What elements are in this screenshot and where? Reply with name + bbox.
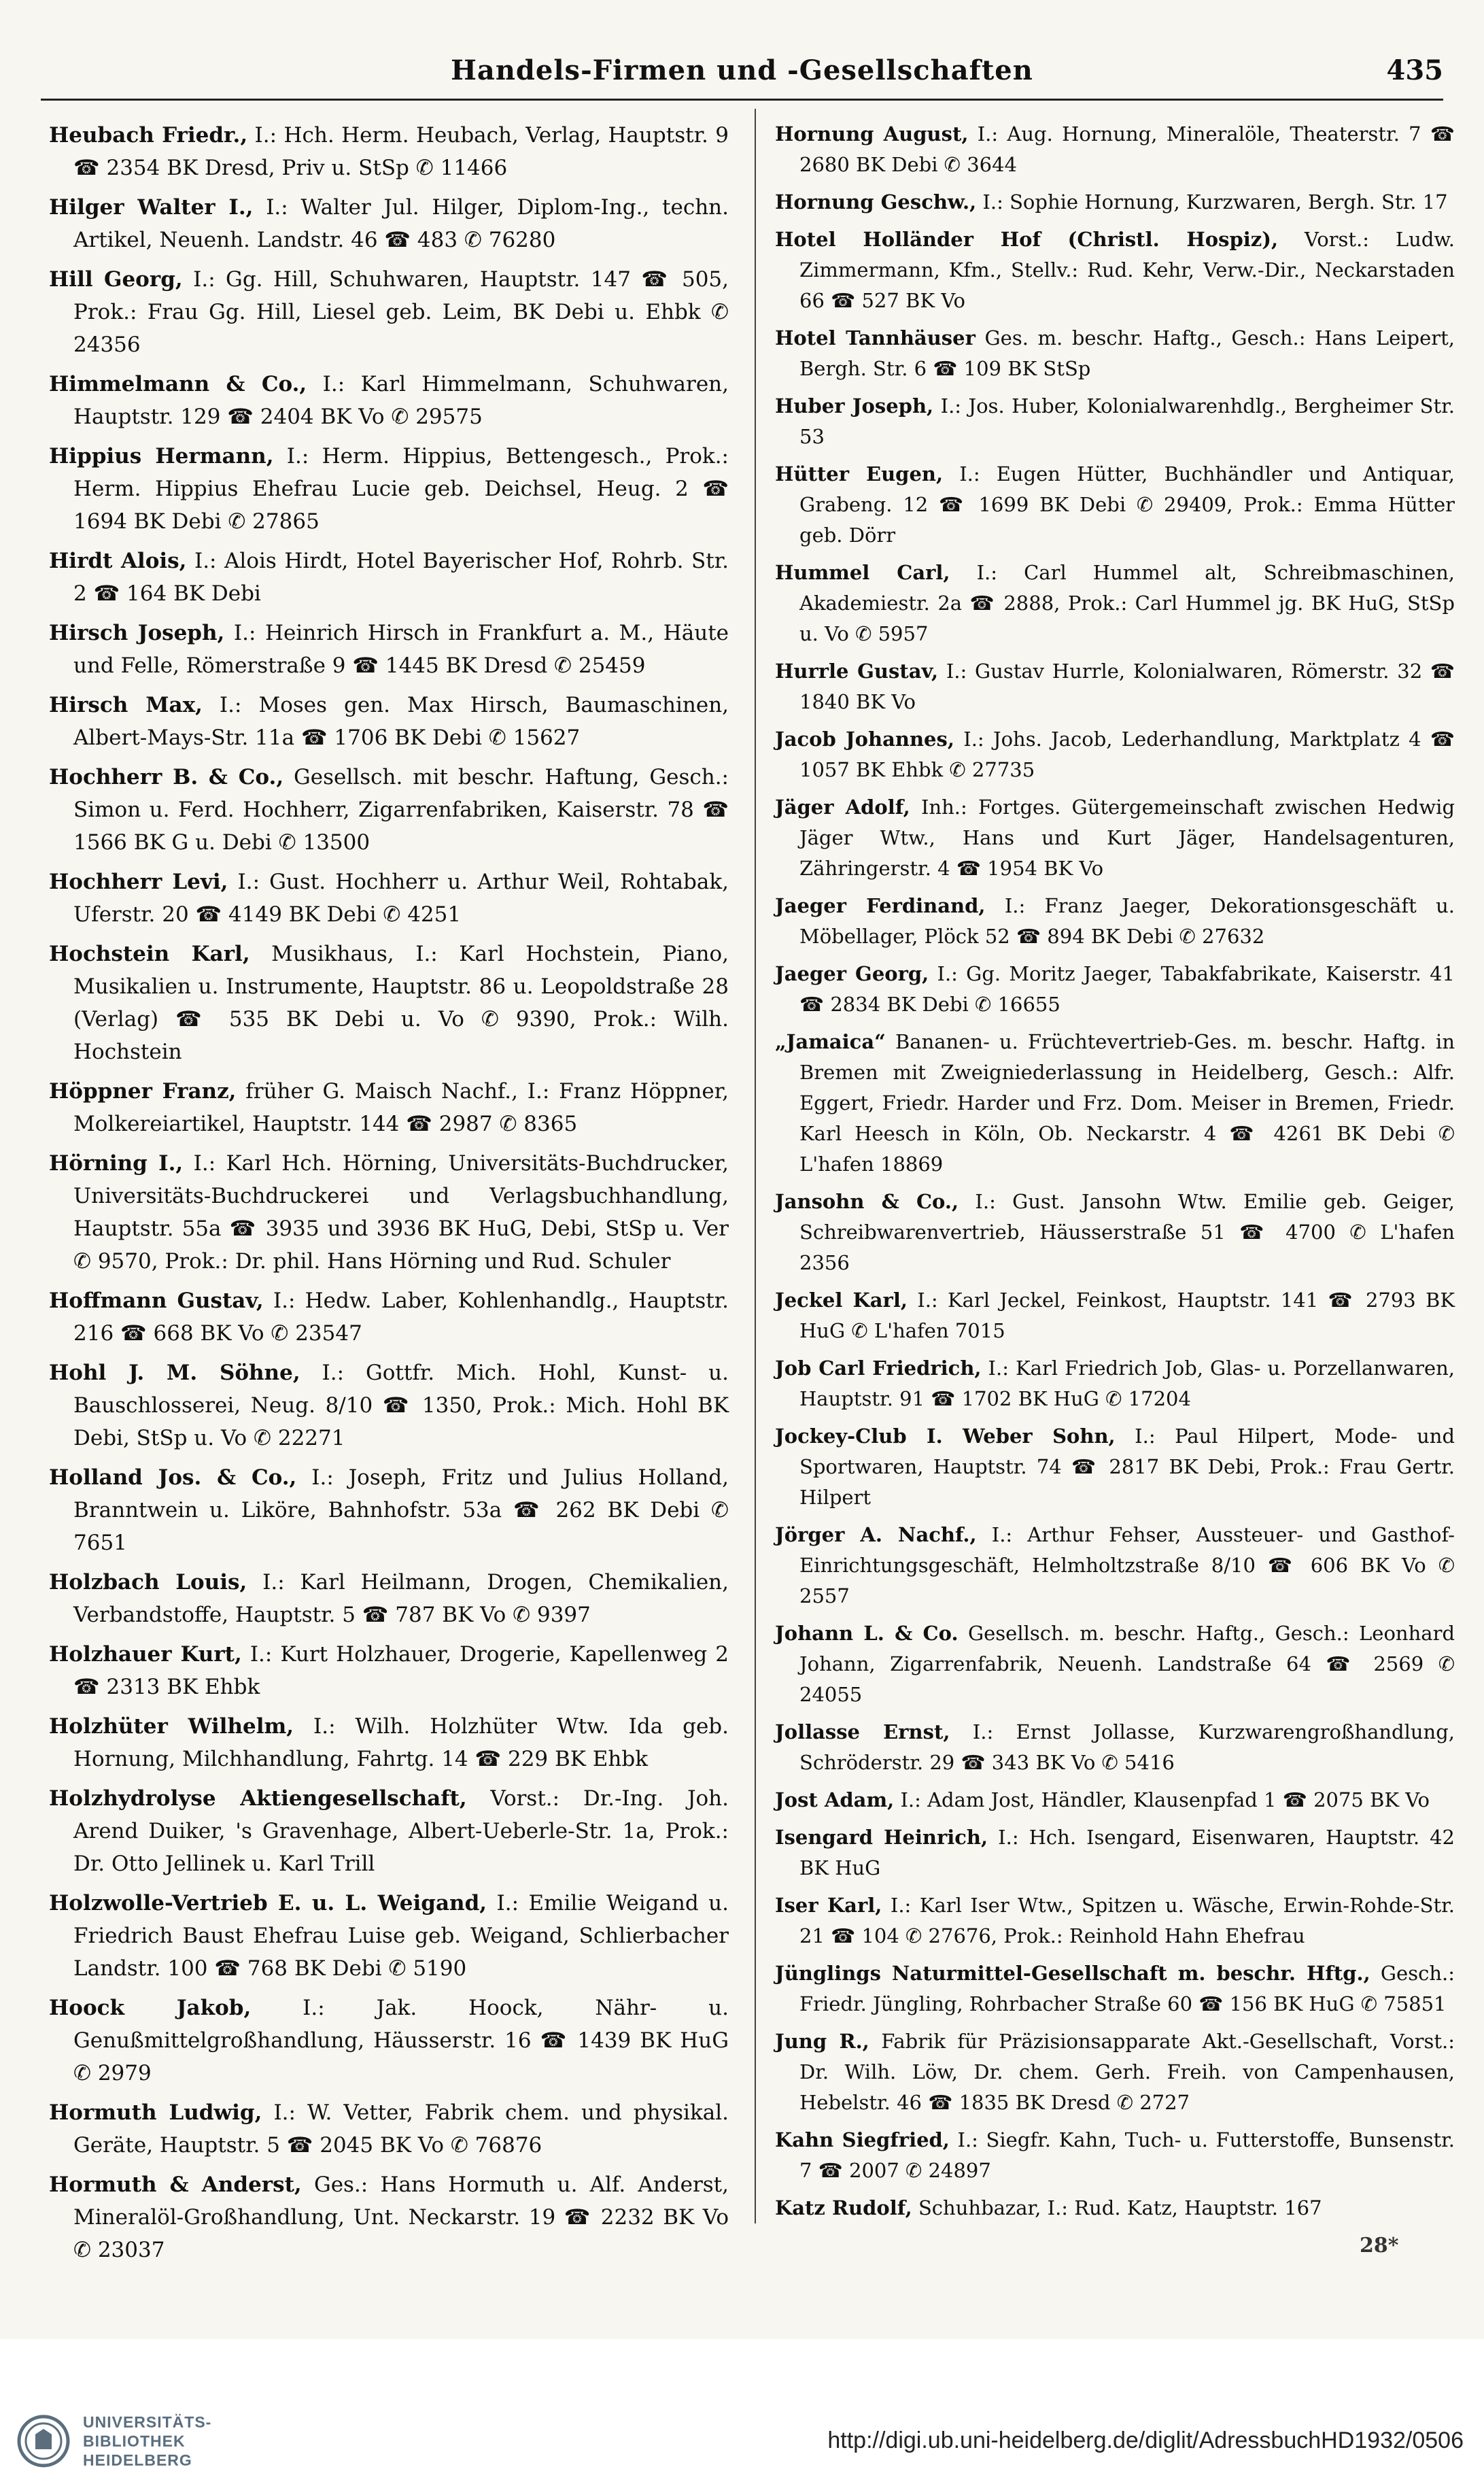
directory-entry bbox=[775, 119, 1455, 180]
entry-firm-name: Hochstein Karl, bbox=[49, 942, 250, 966]
entry-details: Gesch.: Friedr. Jüngling, Rohrbacher Straße 60 ☎ 156 BK HuG ✆ 75851 bbox=[799, 1962, 1455, 2015]
source-url-link[interactable]: http://digi.ub.uni-heidelberg.de/diglit/AdressbuchHD1932/0506 bbox=[827, 2427, 1464, 2453]
directory-entry bbox=[49, 617, 729, 682]
directory-entry bbox=[49, 2168, 729, 2266]
directory-entry bbox=[775, 656, 1455, 717]
entry-firm-name: Jost Adam, bbox=[775, 1788, 895, 1811]
entry-details: I.: Jos. Huber, Kolonialwarenhdlg., Bergheimer Str. 53 bbox=[799, 394, 1455, 448]
entry-details: Vorst.: Dr.-Ing. Joh. Arend Duiker, 's Gravenhage, Albert-Ueberle-Str. 1a, Prok.: Dr. Otto Jellinek u. Karl Trill bbox=[73, 1786, 729, 1876]
entry-firm-name: Hütter Eugen, bbox=[775, 462, 944, 485]
entry-details: I.: Emilie Weigand u. Friedrich Baust Ehefrau Luise geb. Weigand, Schlierbacher Landstr. 100 ☎ 768 BK Debi ✆ 5190 bbox=[73, 1891, 729, 1981]
entry-firm-name: Johann L. & Co. bbox=[775, 1622, 959, 1645]
directory-entry bbox=[49, 1638, 729, 1703]
logo-line: BIBLIOTHEK bbox=[83, 2432, 186, 2450]
page-number: 435 bbox=[1386, 54, 1443, 86]
entry-details: Gesellsch. m. beschr. Haftg., Gesch.: Leonhard Johann, Zigarrenfabrik, Neuenh. Landstraße 64 ☎ 2569 ✆ 24055 bbox=[799, 1622, 1455, 1706]
entry-details: I.: Gust. Jansohn Wtw. Emilie geb. Geiger, Schreibwarenvertrieb, Häusserstraße 51 ☎ 4700 ✆ L'hafen 2356 bbox=[799, 1190, 1455, 1274]
entry-firm-name: Holzwolle-Vertrieb E. u. L. Weigand, bbox=[49, 1891, 487, 1915]
directory-entry bbox=[49, 1782, 729, 1880]
entry-firm-name: Hirsch Max, bbox=[49, 693, 203, 717]
directory-entry bbox=[775, 1421, 1455, 1513]
entry-details: I.: Johs. Jacob, Lederhandlung, Marktplatz 4 ☎ 1057 BK Ehbk ✆ 27735 bbox=[799, 728, 1455, 781]
entry-details: I.: Joseph, Fritz und Julius Holland, Branntwein u. Liköre, Bahnhofstr. 53a ☎ 262 BK Debi ✆ 7651 bbox=[73, 1465, 729, 1555]
directory-entry bbox=[775, 1353, 1455, 1414]
logo-text bbox=[83, 2413, 211, 2470]
page-header bbox=[41, 54, 1443, 95]
entry-details: I.: Moses gen. Max Hirsch, Baumaschinen, Albert-Mays-Str. 11a ☎ 1706 BK Debi ✆ 15627 bbox=[73, 693, 729, 750]
entry-firm-name: Jansohn & Co., bbox=[775, 1190, 959, 1213]
entry-details: I.: Herm. Hippius, Bettengesch., Prok.: Herm. Hippius Ehefrau Lucie geb. Deichsel, Heug. 2 ☎ 1694 BK Debi ✆ 27865 bbox=[73, 444, 729, 534]
entry-details: Schuhbazar, I.: Rud. Katz, Hauptstr. 167 bbox=[918, 2196, 1322, 2219]
directory-entry bbox=[775, 1890, 1455, 1952]
entry-firm-name: Hummel Carl, bbox=[775, 561, 950, 584]
directory-entry bbox=[49, 1357, 729, 1454]
directory-entry bbox=[775, 792, 1455, 884]
directory-entry bbox=[775, 1187, 1455, 1278]
entry-details: Gesellsch. mit beschr. Haftung, Gesch.: Simon u. Ferd. Hochherr, Zigarrenfabriken, Kaiserstr. 78 ☎ 1566 BK G u. Debi ✆ 13500 bbox=[73, 765, 729, 855]
entry-firm-name: Jeckel Karl, bbox=[775, 1289, 908, 1312]
directory-entry bbox=[775, 1717, 1455, 1778]
directory-entry bbox=[49, 263, 729, 361]
entry-firm-name: Holzhydrolyse Aktiengesellschaft, bbox=[49, 1786, 467, 1811]
entry-firm-name: „Jamaica“ bbox=[775, 1030, 886, 1053]
entry-firm-name: Hotel Tannhäuser bbox=[775, 326, 976, 350]
directory-entry bbox=[49, 2096, 729, 2162]
directory-entry bbox=[775, 959, 1455, 1020]
entry-firm-name: Job Carl Friedrich, bbox=[775, 1357, 982, 1380]
entry-firm-name: Holzhüter Wilhelm, bbox=[49, 1714, 294, 1739]
entry-details: I.: Karl Friedrich Job, Glas- u. Porzellanwaren, Hauptstr. 91 ☎ 1702 BK HuG ✆ 17204 bbox=[799, 1357, 1455, 1410]
entry-firm-name: Jacob Johannes, bbox=[775, 728, 954, 751]
entry-firm-name: Hormuth & Anderst, bbox=[49, 2172, 302, 2197]
entry-details: Musikhaus, I.: Karl Hochstein, Piano, Musikalien u. Instrumente, Hauptstr. 86 u. Leopoldstraße 28 (Verlag) ☎ 535 BK Debi u. Vo ✆ 9390, Prok.: Wilh. Hochstein bbox=[73, 942, 729, 1064]
entry-details: I.: Hedw. Laber, Kohlenhandlg., Hauptstr. 216 ☎ 668 BK Vo ✆ 23547 bbox=[73, 1289, 729, 1346]
directory-entry bbox=[49, 1284, 729, 1350]
directory-entry bbox=[775, 323, 1455, 384]
entry-details: Ges.: Hans Hormuth u. Alf. Anderst, Mineralöl-Großhandlung, Unt. Neckarstr. 19 ☎ 2232 BK Vo ✆ 23037 bbox=[73, 2172, 729, 2262]
entry-firm-name: Isengard Heinrich, bbox=[775, 1826, 988, 1849]
entry-firm-name: Holzbach Louis, bbox=[49, 1570, 247, 1595]
entry-details: I.: Gg. Hill, Schuhwaren, Hauptstr. 147 ☎ 505, Prok.: Frau Gg. Hill, Liesel geb. Leim, BK Debi u. Ehbk ✆ 24356 bbox=[73, 267, 729, 357]
running-title: Handels-Firmen und -Gesellschaften bbox=[451, 54, 1033, 86]
right-column bbox=[775, 119, 1455, 2261]
entry-details: I.: Karl Iser Wtw., Spitzen u. Wäsche, Erwin-Rohde-Str. 21 ☎ 104 ✆ 27676, Prok.: Reinhold Hahn Ehefrau bbox=[799, 1894, 1455, 1947]
directory-entry bbox=[49, 1147, 729, 1278]
entry-firm-name: Hilger Walter I., bbox=[49, 195, 254, 220]
entry-firm-name: Hoock Jakob, bbox=[49, 1996, 252, 2020]
entry-firm-name: Jaeger Ferdinand, bbox=[775, 894, 986, 917]
logo-line: HEIDELBERG bbox=[83, 2451, 192, 2469]
entry-details: I.: Arthur Fehser, Aussteuer- und Gasthof-Einrichtungsgeschäft, Helmholtzstraße 8/10 ☎ 606 BK Vo ✆ 2557 bbox=[799, 1523, 1455, 1607]
directory-entry bbox=[49, 938, 729, 1068]
entry-firm-name: Hochherr Levi, bbox=[49, 870, 228, 894]
entry-details: I.: Hch. Isengard, Eisenwaren, Hauptstr. 42 BK HuG bbox=[799, 1826, 1455, 1879]
entry-firm-name: Jünglings Naturmittel-Gesellschaft m. beschr. Hftg., bbox=[775, 1962, 1370, 1985]
entry-firm-name: Hörning I., bbox=[49, 1151, 184, 1176]
entry-details: I.: Eugen Hütter, Buchhändler und Antiquar, Grabeng. 12 ☎ 1699 BK Debi ✆ 29409, Prok.: Emma Hütter geb. Dörr bbox=[799, 462, 1455, 547]
entry-firm-name: Huber Joseph, bbox=[775, 394, 934, 417]
directory-entry bbox=[49, 1075, 729, 1140]
entry-details: I.: Franz Jaeger, Dekorationsgeschäft u. Möbellager, Plöck 52 ☎ 894 BK Debi ✆ 27632 bbox=[799, 894, 1455, 948]
entry-details: I.: Sophie Hornung, Kurzwaren, Bergh. Str. 17 bbox=[982, 190, 1448, 214]
seal-icon bbox=[16, 2414, 71, 2468]
entry-details: I.: Hch. Herm. Heubach, Verlag, Hauptstr. 9 ☎ 2354 BK Dresd, Priv u. StSp ✆ 11466 bbox=[73, 123, 729, 180]
entry-details: Vorst.: Ludw. Zimmermann, Kfm., Stellv.: Rud. Kehr, Verw.-Dir., Neckarstaden 66 ☎ 527 BK Vo bbox=[799, 228, 1455, 312]
footer bbox=[0, 2339, 1484, 2488]
directory-entry bbox=[775, 558, 1455, 649]
entry-firm-name: Hornung Geschw., bbox=[775, 190, 977, 214]
entry-firm-name: Hill Georg, bbox=[49, 267, 183, 292]
entry-firm-name: Hormuth Ludwig, bbox=[49, 2100, 262, 2125]
entry-details: I.: Carl Hummel alt, Schreibmaschinen, Akademiestr. 2a ☎ 2888, Prok.: Carl Hummel jg. BK HuG, StSp u. Vo ✆ 5957 bbox=[799, 561, 1455, 645]
entry-details: I.: Aug. Hornung, Mineralöle, Theaterstr. 7 ☎ 2680 BK Debi ✆ 3644 bbox=[799, 122, 1455, 176]
entry-firm-name: Hohl J. M. Söhne, bbox=[49, 1361, 300, 1385]
entry-details: I.: Gustav Hurrle, Kolonialwaren, Römerstr. 32 ☎ 1840 BK Vo bbox=[799, 660, 1455, 713]
entry-details: I.: Siegfr. Kahn, Tuch- u. Futterstoffe, Bunsenstr. 7 ☎ 2007 ✆ 24897 bbox=[799, 2128, 1455, 2182]
entry-details: I.: Gg. Moritz Jaeger, Tabakfabrikate, Kaiserstr. 41 ☎ 2834 BK Debi ✆ 16655 bbox=[799, 962, 1455, 1016]
entry-firm-name: Heubach Friedr., bbox=[49, 123, 248, 148]
directory-entry bbox=[49, 1566, 729, 1631]
entry-details: I.: Wilh. Holzhüter Wtw. Ida geb. Hornung, Milchhandlung, Fahrtg. 14 ☎ 229 BK Ehbk bbox=[73, 1714, 729, 1771]
logo-line: UNIVERSITÄTS- bbox=[83, 2413, 212, 2431]
entry-firm-name: Holzhauer Kurt, bbox=[49, 1642, 242, 1667]
directory-entry bbox=[49, 1992, 729, 2090]
directory-entry bbox=[49, 689, 729, 754]
entry-details: Inh.: Fortges. Gütergemeinschaft zwischen Hedwig Jäger Wtw., Hans und Kurt Jäger, Handelsagenturen, Zähringerstr. 4 ☎ 1954 BK Vo bbox=[799, 796, 1455, 880]
entry-details: I.: Karl Jeckel, Feinkost, Hauptstr. 141 ☎ 2793 BK HuG ✆ L'hafen 7015 bbox=[799, 1289, 1455, 1342]
entry-firm-name: Hotel Holländer Hof (Christl. Hospiz), bbox=[775, 228, 1279, 251]
header-rule bbox=[41, 99, 1443, 101]
directory-entry bbox=[49, 761, 729, 859]
entry-details: I.: Karl Himmelmann, Schuhwaren, Hauptstr. 129 ☎ 2404 BK Vo ✆ 29575 bbox=[73, 372, 729, 429]
entry-firm-name: Jaeger Georg, bbox=[775, 962, 929, 985]
entry-details: Ges. m. beschr. Haftg., Gesch.: Hans Leipert, Bergh. Str. 6 ☎ 109 BK StSp bbox=[799, 326, 1455, 380]
directory-entry bbox=[775, 891, 1455, 952]
directory-entry bbox=[775, 391, 1455, 452]
entry-firm-name: Kahn Siegfried, bbox=[775, 2128, 950, 2151]
entry-details: I.: Gust. Hochherr u. Arthur Weil, Rohtabak, Uferstr. 20 ☎ 4149 BK Debi ✆ 4251 bbox=[73, 870, 729, 927]
entry-firm-name: Jäger Adolf, bbox=[775, 796, 910, 819]
entry-details: I.: Karl Heilmann, Drogen, Chemikalien, Verbandstoffe, Hauptstr. 5 ☎ 787 BK Vo ✆ 9397 bbox=[73, 1570, 729, 1627]
directory-entry bbox=[775, 187, 1455, 218]
directory-entry bbox=[775, 1958, 1455, 2020]
signature-mark: 28* bbox=[1360, 2234, 1399, 2257]
entry-firm-name: Iser Karl, bbox=[775, 1894, 882, 1917]
entry-firm-name: Hurrle Gustav, bbox=[775, 660, 939, 683]
entry-firm-name: Jollasse Ernst, bbox=[775, 1720, 950, 1743]
entry-firm-name: Jörger A. Nachf., bbox=[775, 1523, 977, 1546]
directory-entry bbox=[775, 1618, 1455, 1710]
entry-firm-name: Hirsch Joseph, bbox=[49, 621, 225, 645]
entry-details: I.: Walter Jul. Hilger, Diplom-Ing., techn. Artikel, Neuenh. Landstr. 46 ☎ 483 ✆ 76280 bbox=[73, 195, 729, 252]
directory-entry bbox=[775, 1027, 1455, 1180]
directory-entry bbox=[49, 368, 729, 433]
entry-firm-name: Holland Jos. & Co., bbox=[49, 1465, 297, 1490]
entry-details: I.: Heinrich Hirsch in Frankfurt a. M., Häute und Felle, Römerstraße 9 ☎ 1445 BK Dresd ✆ 25459 bbox=[73, 621, 729, 678]
directory-entry bbox=[775, 2193, 1455, 2223]
directory-entry bbox=[775, 2026, 1455, 2118]
entry-firm-name: Katz Rudolf, bbox=[775, 2196, 912, 2219]
entry-firm-name: Jung R., bbox=[775, 2030, 869, 2053]
library-logo[interactable] bbox=[16, 2413, 211, 2470]
entry-firm-name: Hoffmann Gustav, bbox=[49, 1289, 264, 1313]
directory-entry bbox=[775, 1285, 1455, 1346]
directory-entry bbox=[49, 1710, 729, 1775]
directory-entry bbox=[49, 545, 729, 610]
directory-entry bbox=[49, 1887, 729, 1985]
entry-firm-name: Hochherr B. & Co., bbox=[49, 765, 284, 789]
directory-entry bbox=[49, 191, 729, 256]
directory-entry bbox=[49, 866, 729, 931]
entry-firm-name: Jockey-Club I. Weber Sohn, bbox=[775, 1425, 1116, 1448]
entry-details: Fabrik für Präzisionsapparate Akt.-Gesellschaft, Vorst.: Dr. Wilh. Löw, Dr. chem. Gerh. Freih. von Campenhausen, Hebelstr. 46 ☎ 1835 BK Dresd ✆ 2727 bbox=[799, 2030, 1455, 2114]
directory-entry bbox=[775, 224, 1455, 316]
entry-details: I.: Paul Hilpert, Mode- und Sportwaren, Hauptstr. 74 ☎ 2817 BK Debi, Prok.: Frau Gertr. Hilpert bbox=[799, 1425, 1455, 1509]
directory-entry bbox=[49, 440, 729, 538]
entry-firm-name: Hirdt Alois, bbox=[49, 549, 187, 573]
entry-details: früher G. Maisch Nachf., I.: Franz Höppner, Molkereiartikel, Hauptstr. 144 ☎ 2987 ✆ 8365 bbox=[73, 1079, 729, 1136]
entry-details: I.: Ernst Jollasse, Kurzwarengroßhandlung, Schröderstr. 29 ☎ 343 BK Vo ✆ 5416 bbox=[799, 1720, 1455, 1774]
entry-details: I.: Jak. Hoock, Nähr- u. Genußmittelgroßhandlung, Häusserstr. 16 ☎ 1439 BK HuG ✆ 2979 bbox=[73, 1996, 729, 2085]
entry-details: I.: Gottfr. Mich. Hohl, Kunst- u. Bauschlosserei, Neug. 8/10 ☎ 1350, Prok.: Mich. Hohl BK Debi, StSp u. Vo ✆ 22271 bbox=[73, 1361, 729, 1450]
directory-entry bbox=[775, 724, 1455, 785]
column-divider bbox=[755, 109, 756, 2223]
entry-firm-name: Himmelmann & Co., bbox=[49, 372, 307, 396]
entry-firm-name: Hornung August, bbox=[775, 122, 969, 146]
left-column bbox=[49, 119, 729, 2273]
entry-details: I.: W. Vetter, Fabrik chem. und physikal. Geräte, Hauptstr. 5 ☎ 2045 BK Vo ✆ 76876 bbox=[73, 2100, 729, 2158]
directory-entry bbox=[775, 1520, 1455, 1612]
directory-entry bbox=[49, 119, 729, 184]
entry-details: I.: Kurt Holzhauer, Drogerie, Kapellenweg 2 ☎ 2313 BK Ehbk bbox=[73, 1642, 729, 1699]
directory-entry bbox=[775, 2125, 1455, 2186]
directory-entry bbox=[775, 1822, 1455, 1884]
directory-entry bbox=[775, 1785, 1455, 1816]
entry-firm-name: Hippius Hermann, bbox=[49, 444, 274, 468]
directory-entry bbox=[49, 1461, 729, 1559]
entry-details: Bananen- u. Früchtevertrieb-Ges. m. beschr. Haftg. in Bremen mit Zweigniederlassung in Heidelberg, Gesch.: Alfr. Eggert, Friedr. Harder und Frz. Dom. Meiser in Bremen, Friedr. Karl Heesch in Köln, Ob. Neckarstr. 4 ☎ 4261 BK Debi ✆ L'hafen 18869 bbox=[799, 1030, 1455, 1176]
entry-details: I.: Alois Hirdt, Hotel Bayerischer Hof, Rohrb. Str. 2 ☎ 164 BK Debi bbox=[73, 549, 729, 606]
entry-details: I.: Adam Jost, Händler, Klausenpfad 1 ☎ 2075 BK Vo bbox=[900, 1788, 1430, 1811]
entry-firm-name: Höppner Franz, bbox=[49, 1079, 237, 1104]
entry-details: I.: Karl Hch. Hörning, Universitäts-Buchdrucker, Universitäts-Buchdruckerei und Verlagsbuchhandlung, Hauptstr. 55a ☎ 3935 und 3936 BK HuG, Debi, StSp u. Ver ✆ 9570, Prok.: Dr. phil. Hans Hörning und Rud. Schuler bbox=[73, 1151, 729, 1274]
directory-entry bbox=[775, 459, 1455, 551]
